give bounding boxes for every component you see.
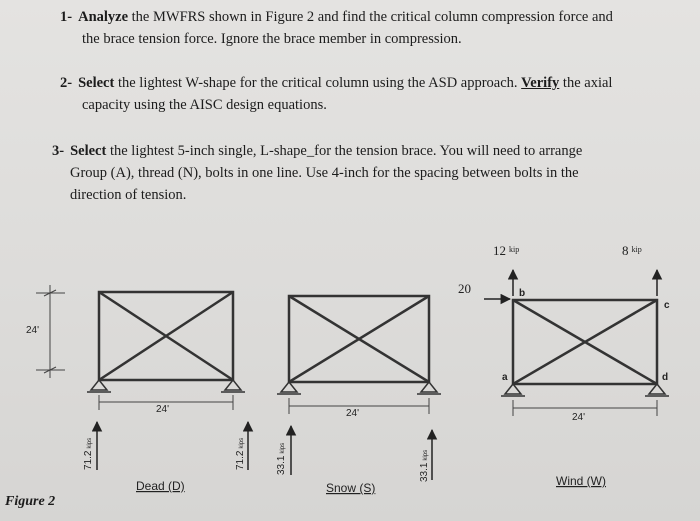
frame-wind-lateral-load-value: 20 bbox=[458, 281, 471, 296]
question-2-line1a: the lightest W-shape for the critical column using the ASD approach. bbox=[114, 75, 522, 91]
frame-wind-load-c bbox=[622, 243, 642, 258]
node-d-label: d bbox=[662, 372, 669, 383]
height-dimension-label: 24' bbox=[26, 325, 40, 336]
question-2-number: 2- bbox=[60, 75, 73, 91]
node-b-label: b bbox=[519, 288, 526, 299]
frame-dead-reaction-left bbox=[83, 438, 94, 470]
question-1 bbox=[60, 6, 675, 50]
frame-dead-reaction-left-unit: kips bbox=[87, 437, 93, 449]
frame-dead-support-left bbox=[87, 380, 111, 392]
svg-text:33.1kips bbox=[276, 443, 287, 475]
frame-snow-support-left bbox=[277, 382, 301, 394]
frame-snow-reaction-left bbox=[276, 443, 287, 475]
frame-snow-reaction-right-value: 33.1 bbox=[419, 462, 430, 482]
frame-snow-reaction-left-value: 33.1 bbox=[276, 455, 287, 475]
question-3-line2: Group (A), thread (N), bolts in one line. Use 4-inch for the spacing between bolts in the bbox=[70, 165, 579, 181]
frame-wind-span-label: 24' bbox=[572, 412, 586, 423]
frame-dead-support-right bbox=[221, 380, 245, 392]
figure-2-diagram bbox=[0, 230, 700, 521]
frame-wind-load-c-unit: kip bbox=[631, 245, 642, 254]
frame-wind-load-b bbox=[493, 243, 519, 258]
question-2-line1b: the axial bbox=[559, 75, 613, 91]
question-3 bbox=[52, 140, 682, 206]
question-2-line2: capacity using the AISC design equations. bbox=[82, 97, 327, 113]
question-1-number: 1- bbox=[60, 9, 73, 25]
figure-caption: Figure 2 bbox=[5, 494, 56, 509]
frame-snow-support-right bbox=[417, 382, 441, 394]
frame-dead bbox=[36, 285, 248, 470]
svg-text:71.2kips bbox=[83, 438, 94, 470]
frame-snow-reaction-right-unit: kips bbox=[423, 449, 429, 461]
frame-wind-support-right bbox=[645, 384, 669, 396]
frame-snow bbox=[277, 296, 441, 480]
frame-wind bbox=[484, 270, 669, 416]
frame-snow-span-label: 24' bbox=[346, 408, 360, 419]
frame-wind-support-left bbox=[501, 384, 525, 396]
frame-snow-reaction-left-unit: kips bbox=[280, 442, 286, 454]
frame-wind-load-b-unit: kip bbox=[509, 245, 520, 254]
frame-dead-span-label: 24' bbox=[156, 404, 170, 415]
question-2 bbox=[60, 72, 680, 116]
question-3-line3: direction of tension. bbox=[70, 187, 187, 203]
svg-text:71.2kips bbox=[235, 438, 246, 470]
frame-snow-name: Snow (S) bbox=[326, 481, 376, 495]
frame-wind-load-b-value: 12 bbox=[493, 243, 506, 258]
question-3-keyword: Select bbox=[70, 143, 107, 159]
frame-wind-load-c-value: 8 bbox=[622, 243, 629, 258]
question-2-verify: Verify bbox=[521, 75, 560, 91]
question-3-number: 3- bbox=[52, 143, 65, 159]
question-1-keyword: Analyze bbox=[78, 9, 129, 25]
frame-dead-name: Dead (D) bbox=[136, 479, 185, 493]
frame-dead-reaction-left-value: 71.2 bbox=[83, 450, 94, 470]
question-3-line1: the lightest 5-inch single, L-shape_for the tension brace. You will need to arrange bbox=[106, 143, 583, 159]
frame-dead-reaction-right-value: 71.2 bbox=[235, 450, 246, 470]
frame-dead-reaction-right bbox=[235, 438, 246, 470]
frame-dead-reaction-right-unit: kips bbox=[239, 437, 245, 449]
question-2-keyword: Select bbox=[78, 75, 115, 91]
question-1-line1: the MWFRS shown in Figure 2 and find the critical column compression force and bbox=[128, 9, 613, 25]
frame-snow-reaction-right bbox=[419, 450, 430, 482]
node-a-label: a bbox=[502, 372, 508, 383]
frame-wind-name: Wind (W) bbox=[556, 474, 606, 488]
height-dimension bbox=[36, 285, 65, 378]
node-c-label: c bbox=[664, 300, 670, 311]
svg-text:33.1kips bbox=[419, 450, 430, 482]
question-1-line2: the brace tension force. Ignore the brace member in compression. bbox=[82, 31, 462, 47]
